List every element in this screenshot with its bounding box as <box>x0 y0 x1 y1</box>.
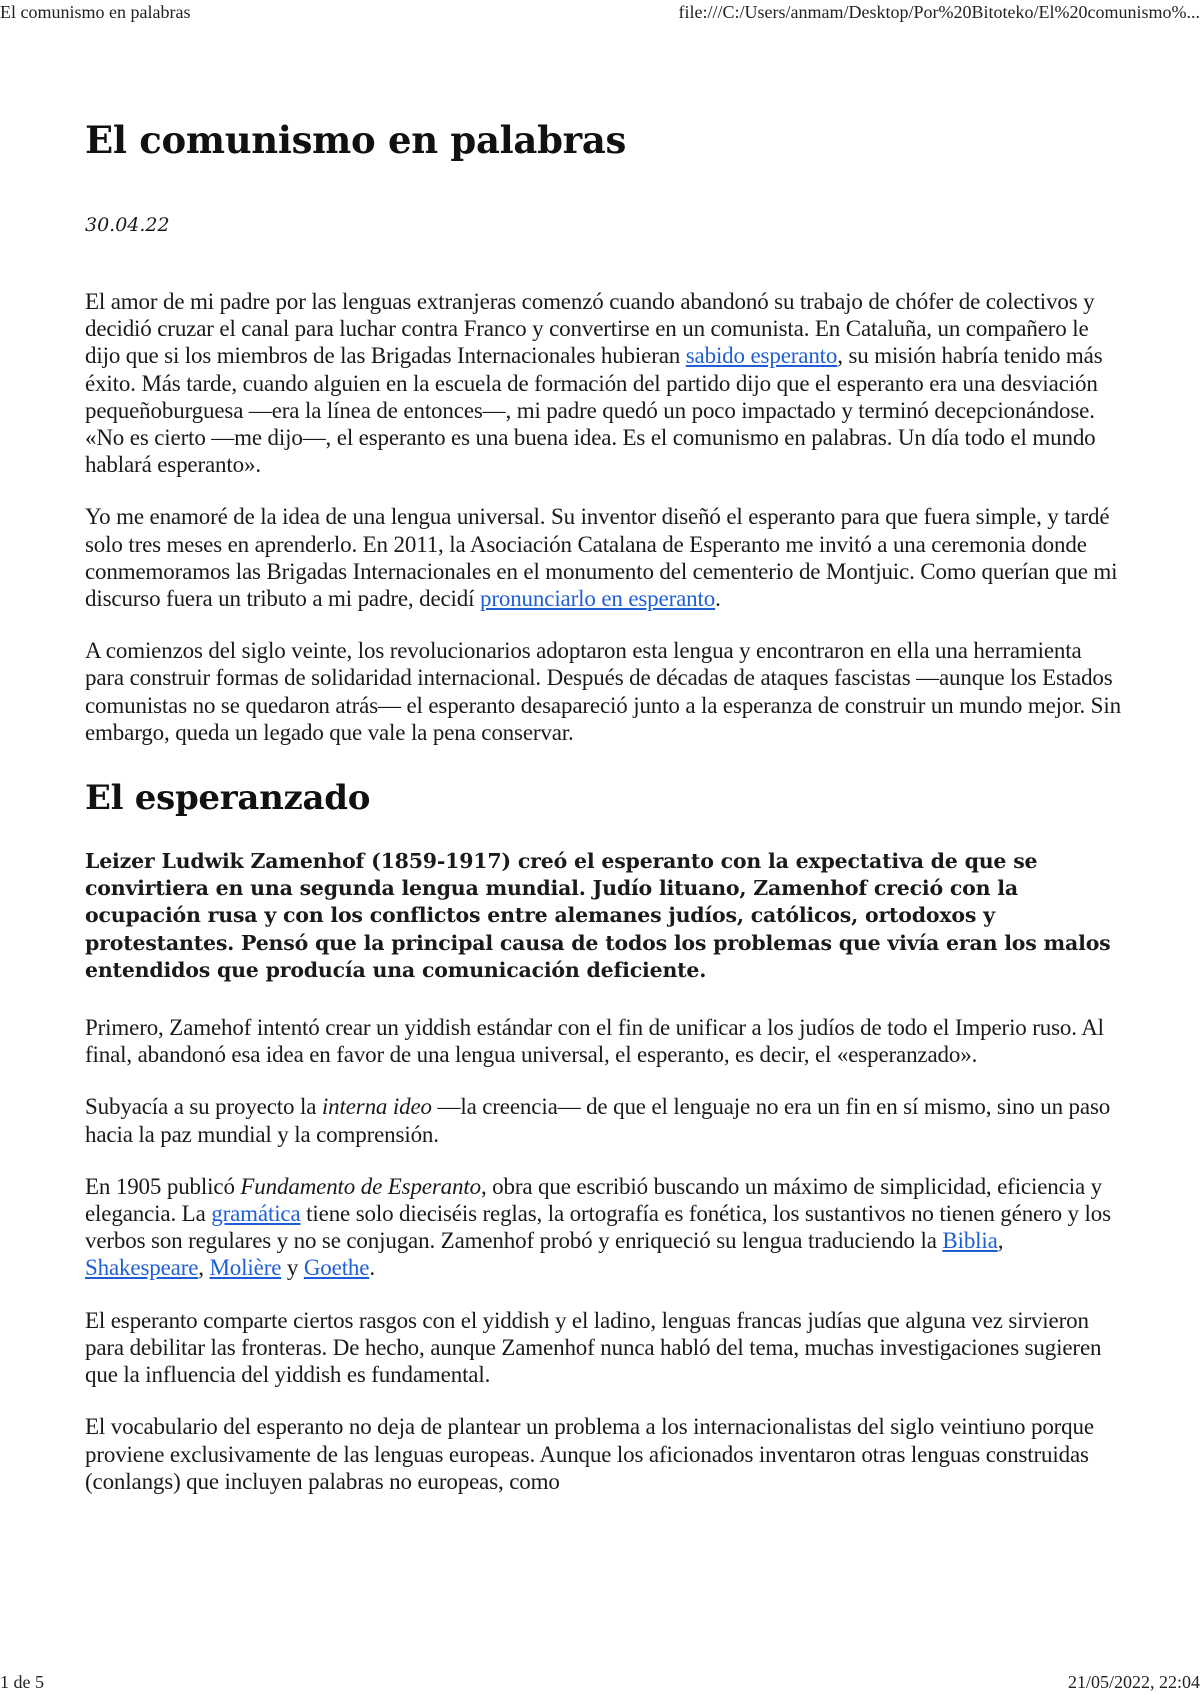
paragraph-8: El vocabulario del esperanto no deja de plantear un problema a los internacionalistas del siglo veintiuno porque proviene exclusivamente de las lenguas europeas. Aunque los aficionados inventaron otras lenguas construidas (conlangs) que incluyen palabras no europeas, como <box>85 1414 1094 1494</box>
link-biblia[interactable]: Biblia <box>942 1228 998 1254</box>
paragraph-2 <box>85 503 1125 612</box>
print-header-url: file:///C:/Users/anmam/Desktop/Por%20Bitoteko/El%20comunismo%... <box>678 2 1200 22</box>
paragraph-5-emphasis: interna ideo <box>321 1094 432 1120</box>
print-header-title: El comunismo en palabras <box>0 2 191 22</box>
link-sabido-esperanto[interactable]: sabido esperanto <box>685 343 838 369</box>
paragraph-2-text-a: Yo me enamoré de la idea de una lengua universal. Su inventor diseñó el esperanto para que fuera simple, y tardé solo tres meses en aprenderlo. En 2011, la Asociación Catalana de Esperanto me invitó a una ceremonia donde conmemoramos las Brigadas Internacionales en el monumento del cementerio de Montjuic. Como querían que mi discurso fuera un tributo a mi padre, decidí <box>85 504 1118 612</box>
paragraph-2-text-b: . <box>715 586 721 612</box>
paragraph-5 <box>85 1093 1125 1147</box>
link-moliere[interactable]: Molière <box>209 1255 282 1281</box>
paragraph-1-text-a: El amor de mi padre por las lenguas extranjeras comenzó cuando abandonó su trabajo de chófer de colectivos y decidió cruzar el canal para luchar contra Franco y convertirse en un comunista. En Cataluña, un compañero le dijo que si los miembros de las Brigadas Internacionales hubieran <box>85 289 1095 369</box>
section-heading: El esperanzado <box>85 778 371 819</box>
paragraph-4: Primero, Zamehof intentó crear un yiddish estándar con el fin de unificar a los judíos de todo el Imperio ruso. Al final, abandonó esa idea en favor de una lengua universal, el esperanto, es decir, el «esperanzado». <box>85 1015 1104 1068</box>
paragraph-6-text-b: , obra que escribió buscando un máximo de simplicidad, eficiencia y elegancia. La <box>85 1173 1102 1227</box>
link-shakespeare[interactable]: Shakespeare <box>85 1255 199 1281</box>
paragraph-1 <box>85 288 1125 478</box>
paragraph-6-end: . <box>369 1255 375 1281</box>
paragraph-3: A comienzos del siglo veinte, los revolucionarios adoptaron esta lengua y encontraron en ella una herramienta para construir formas de solidaridad internacional. Después de décadas de ataques fascistas —aunque los Estados comunistas no se quedaron atrás— el esperanto desapareció junto a la esperanza de construir un mundo mejor. Sin embargo, queda un legado que vale la pena conservar. <box>85 638 1121 745</box>
link-pronunciarlo-en-esperanto[interactable]: pronunciarlo en esperanto <box>480 586 716 612</box>
paragraph-5-text-b: —la creencia— de que el lenguaje no era un fin en sí mismo, sino un paso hacia la paz mundial y la comprensión. <box>85 1094 1111 1147</box>
article-title: El comunismo en palabras <box>85 118 627 162</box>
separator: , <box>198 1255 210 1281</box>
separator: , <box>997 1228 1004 1254</box>
link-gramatica[interactable]: gramática <box>211 1201 301 1227</box>
article-date: 30.04.22 <box>85 214 170 236</box>
page-number: 1 de 5 <box>0 1672 44 1692</box>
paragraph-6-text-a: En 1905 publicó <box>85 1173 241 1199</box>
paragraph-6-emphasis: Fundamento de Esperanto <box>240 1173 481 1199</box>
print-header <box>0 2 1200 26</box>
print-datetime: 21/05/2022, 22:04 <box>1067 1672 1200 1692</box>
lead-paragraph: Leizer Ludwik Zamenhof (1859-1917) creó el esperanto con la expectativa de que se convirtiera en una segunda lengua mundial. Judío lituano, Zamenhof creció con la ocupación rusa y con los conflictos entre alemanes judíos, católicos, ortodoxos y protestantes. Pensó que la principal causa de todos los problemas que vivía eran los malos entendidos que producía una comunicación deficiente. <box>85 849 1111 982</box>
paragraph-6 <box>85 1173 1125 1282</box>
article <box>85 112 1125 1495</box>
paragraph-6-text-c: tiene solo dieciséis reglas, la ortografía es fonética, los sustantivos no tienen género y los verbos son regulares y no se conjugan. Zamenhof probó y enriqueció su lengua traduciendo la <box>85 1201 1111 1254</box>
print-footer <box>0 1672 1200 1694</box>
link-goethe[interactable]: Goethe <box>303 1255 370 1281</box>
paragraph-1-text-b: , su misión habría tenido más éxito. Más tarde, cuando alguien en la escuela de formación del partido dijo que el esperanto era una desviación pequeñoburguesa —era la línea de entonces—, mi padre quedó un poco impactado y terminó decepcionándose. «No es cierto —me dijo—, el esperanto es una buena idea. Es el comunismo en palabras. Un día todo el mundo hablará esperanto». <box>85 343 1103 478</box>
paragraph-7: El esperanto comparte ciertos rasgos con el yiddish y el ladino, lenguas francas judías que alguna vez sirvieron para debilitar las fronteras. De hecho, aunque Zamenhof nunca habló del tema, muchas investigaciones sugieren que la influencia del yiddish es fundamental. <box>85 1307 1102 1388</box>
paragraph-5-text-a: Subyacía a su proyecto la <box>85 1094 322 1120</box>
separator: y <box>281 1255 304 1281</box>
